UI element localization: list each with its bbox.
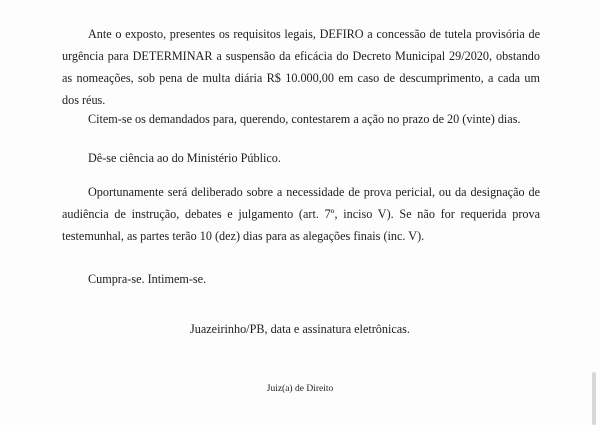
closing-paragraph: Cumpra-se. Intimem-se. — [88, 272, 207, 286]
scrollbar-thumb[interactable] — [592, 372, 596, 425]
ministry-notice-paragraph: Dê-se ciência ao do Ministério Público. — [88, 151, 281, 165]
evidence-paragraph: Oportunamente será deliberado sobre a necessidade de prova pericial, ou da designação de audiência de instrução, debates e julgamento (art. 7º, inciso V). Se não for requerida prova testemunhal, as partes terão 10 (dez) dias para as alegações finais (inc. V). — [62, 185, 540, 243]
citation-paragraph: Citem-se os demandados para, querendo, contestarem a ação no prazo de 20 (vinte) dias. — [88, 112, 521, 126]
decision-paragraph: Ante o exposto, presentes os requisitos legais, DEFIRO a concessão de tutela provisória de urgência para DETERMINAR a suspensão da eficácia do Decreto Municipal 29/2020, obstando as nomeações, sob pena de multa diária R$ 10.000,00 em caso de descumprimento, a cada um dos réus. — [62, 27, 540, 107]
signature-line: Juiz(a) de Direito — [266, 384, 334, 394]
place-date-line: Juazeirinho/PB, data e assinatura eletrônicas. — [190, 322, 410, 336]
scrollbar[interactable] — [592, 0, 600, 425]
